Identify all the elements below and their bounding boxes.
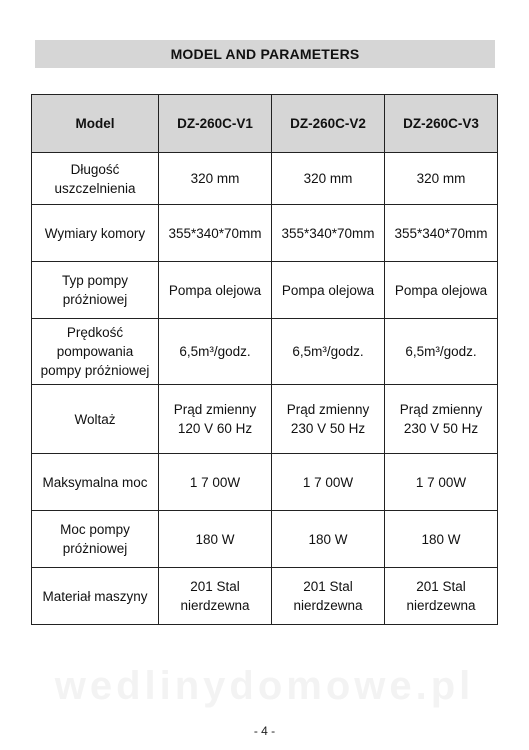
table-row — [32, 511, 498, 568]
param-value — [159, 319, 272, 385]
header-model-v1: DZ-260C-V1 — [159, 95, 272, 153]
param-value — [385, 454, 498, 511]
param-value-text: 6,5m³/godz. — [179, 344, 251, 359]
param-value-text: Pompa olejowa — [281, 282, 375, 298]
param-label — [32, 511, 159, 568]
section-title: MODEL AND PARAMETERS — [170, 46, 360, 62]
header-model: Model — [32, 95, 159, 153]
param-label-text: Maksymalna moc — [42, 474, 148, 490]
param-value-text: Prąd zmienny 120 V 60 Hz — [173, 402, 257, 436]
param-value-text: 320 mm — [190, 171, 240, 186]
param-value — [272, 319, 385, 385]
param-value-text: Prąd zmienny 230 V 50 Hz — [399, 402, 483, 436]
param-value — [272, 153, 385, 205]
param-value — [159, 153, 272, 205]
param-value-text: Pompa olejowa — [394, 282, 488, 298]
param-label — [32, 262, 159, 319]
param-value — [385, 153, 498, 205]
param-label-text: Moc pompy próżniowej — [60, 522, 130, 556]
param-label-text: Prędkość pompowania pompy próżniowej — [40, 325, 150, 378]
table-row — [32, 153, 498, 205]
table-row — [32, 385, 498, 454]
watermark: wedlinydomowe.pl — [54, 664, 475, 708]
param-label-text: Typ pompy próżniowej — [61, 273, 129, 307]
param-value — [385, 511, 498, 568]
param-value — [385, 385, 498, 454]
section-title-bar — [35, 40, 495, 68]
param-value — [272, 262, 385, 319]
param-label — [32, 319, 159, 385]
param-value-text: 180 W — [195, 531, 235, 547]
param-label-text: Materiał maszyny — [42, 588, 148, 604]
table-header-row — [32, 95, 498, 153]
param-value — [159, 205, 272, 262]
param-value-text: 6,5m³/godz. — [405, 344, 477, 359]
page-number: - 4 - — [253, 724, 276, 738]
param-value — [159, 568, 272, 625]
param-value-text: 355*340*70mm — [168, 225, 262, 241]
param-label-text: Długość uszczelnienia — [54, 161, 136, 196]
param-label — [32, 568, 159, 625]
param-value — [159, 262, 272, 319]
param-value — [385, 262, 498, 319]
param-value — [272, 511, 385, 568]
param-value-text: 180 W — [421, 531, 461, 547]
param-label — [32, 205, 159, 262]
table-row — [32, 319, 498, 385]
param-value-text: 1 7 00W — [302, 474, 354, 490]
param-label-text: Woltaż — [74, 411, 116, 427]
table-row — [32, 568, 498, 625]
param-value-text: 201 Stal nierdzewna — [180, 579, 250, 613]
param-label — [32, 385, 159, 454]
param-value — [159, 511, 272, 568]
param-value — [272, 454, 385, 511]
param-value-text: Pompa olejowa — [168, 282, 262, 298]
param-value — [272, 385, 385, 454]
table-row — [32, 205, 498, 262]
param-value — [159, 454, 272, 511]
param-value — [159, 385, 272, 454]
param-label — [32, 153, 159, 205]
header-model-v3: DZ-260C-V3 — [385, 95, 498, 153]
param-value-text: 355*340*70mm — [281, 225, 375, 241]
table-row — [32, 262, 498, 319]
param-value-text: 355*340*70mm — [394, 225, 488, 241]
param-value — [272, 568, 385, 625]
param-value — [385, 568, 498, 625]
param-label-text: Wymiary komory — [44, 225, 146, 241]
param-value — [385, 205, 498, 262]
param-value-text: Prąd zmienny 230 V 50 Hz — [286, 402, 370, 436]
param-value-text: 320 mm — [416, 171, 466, 186]
table-row — [32, 454, 498, 511]
param-value-text: 1 7 00W — [189, 474, 241, 490]
param-value-text: 6,5m³/godz. — [292, 344, 364, 359]
param-label — [32, 454, 159, 511]
parameters-table — [31, 94, 498, 625]
param-value-text: 201 Stal nierdzewna — [293, 579, 363, 613]
param-value-text: 201 Stal nierdzewna — [406, 579, 476, 613]
param-value — [272, 205, 385, 262]
param-value-text: 180 W — [308, 531, 348, 547]
param-value-text: 1 7 00W — [415, 474, 467, 490]
header-model-v2: DZ-260C-V2 — [272, 95, 385, 153]
param-value — [385, 319, 498, 385]
param-value-text: 320 mm — [303, 171, 353, 186]
